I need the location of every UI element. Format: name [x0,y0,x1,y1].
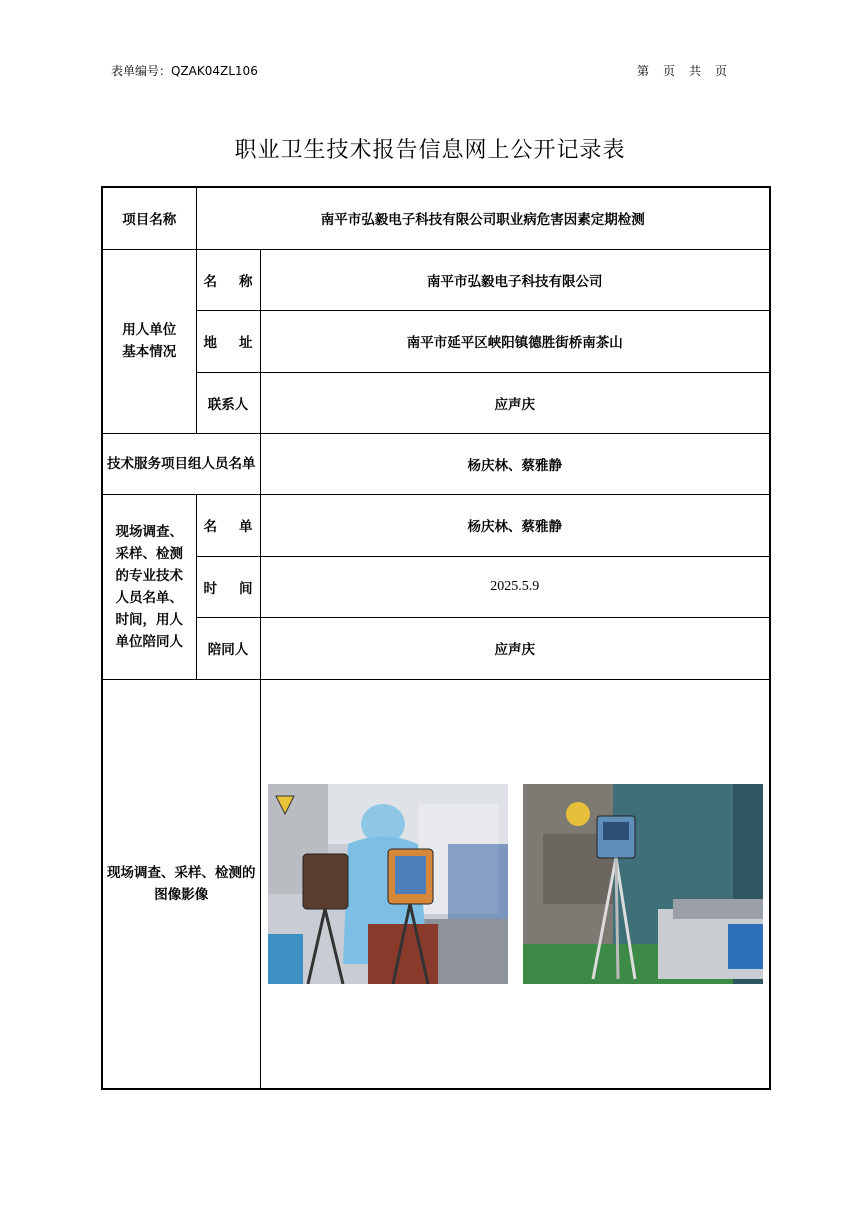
contact-value: 应声庆 [260,372,770,433]
row-project-name [102,187,770,249]
page-gong: 共 [689,64,702,78]
address-label-char2: 址 [239,335,253,351]
site-photo-1-image [268,784,508,984]
page-title: 职业卫生技术报告信息网上公开记录表 [234,138,626,163]
companion-label: 陪同人 [196,617,260,679]
site-photo-2 [523,784,763,984]
row-time [102,556,770,617]
record-table [101,186,771,1090]
images-cell [260,679,770,1089]
companion-value: 应声庆 [260,617,770,679]
address-label [196,310,260,372]
row-images [102,679,770,1089]
name-label [196,249,260,310]
name-label-char2: 称 [239,273,253,290]
employer-label-line2: 基本情况 [122,344,177,360]
time-label-char1: 时 [203,580,217,597]
project-name-value: 南平市弘毅电子科技有限公司职业病危害因素定期检测 [196,187,770,249]
images-label: 现场调查、采样、检测的图像影像 [102,679,260,1089]
staff-label [196,494,260,556]
row-employer-name [102,249,770,310]
survey-label: 现场调查、采样、检测的专业技术人员名单、时间，用人单位陪同人 [102,494,196,679]
time-value: 2025.5.9 [260,556,770,617]
row-companion [102,617,770,679]
page-ye1: 页 [663,64,676,78]
row-team [102,433,770,494]
staff-label-char1: 名 [203,519,217,535]
row-staff [102,494,770,556]
site-photo-2-image [523,784,763,984]
staff-value: 杨庆林、蔡雅静 [260,494,770,556]
address-label-char1: 地 [203,335,217,351]
employer-label [102,249,196,433]
site-photo-1 [268,784,508,984]
time-label-char2: 间 [239,580,253,597]
staff-label-char2: 单 [239,519,253,535]
contact-label: 联系人 [196,372,260,433]
row-contact [102,372,770,433]
team-label: 技术服务项目组人员名单 [102,433,260,494]
name-label-char1: 名 [203,273,217,290]
row-address [102,310,770,372]
page-indicator [637,62,741,79]
form-number: 表单编号：QZAK04ZL106 [111,64,258,78]
time-label [196,556,260,617]
team-value: 杨庆林、蔡雅静 [260,433,770,494]
employer-name-value: 南平市弘毅电子科技有限公司 [260,249,770,310]
address-value: 南平市延平区峡阳镇德胜街桥南茶山 [260,310,770,372]
project-name-label: 项目名称 [102,187,196,249]
employer-label-line1: 用人单位 [122,322,177,338]
page-ye2: 页 [715,64,728,78]
photo-container [261,680,770,1089]
page-di: 第 [637,64,650,78]
